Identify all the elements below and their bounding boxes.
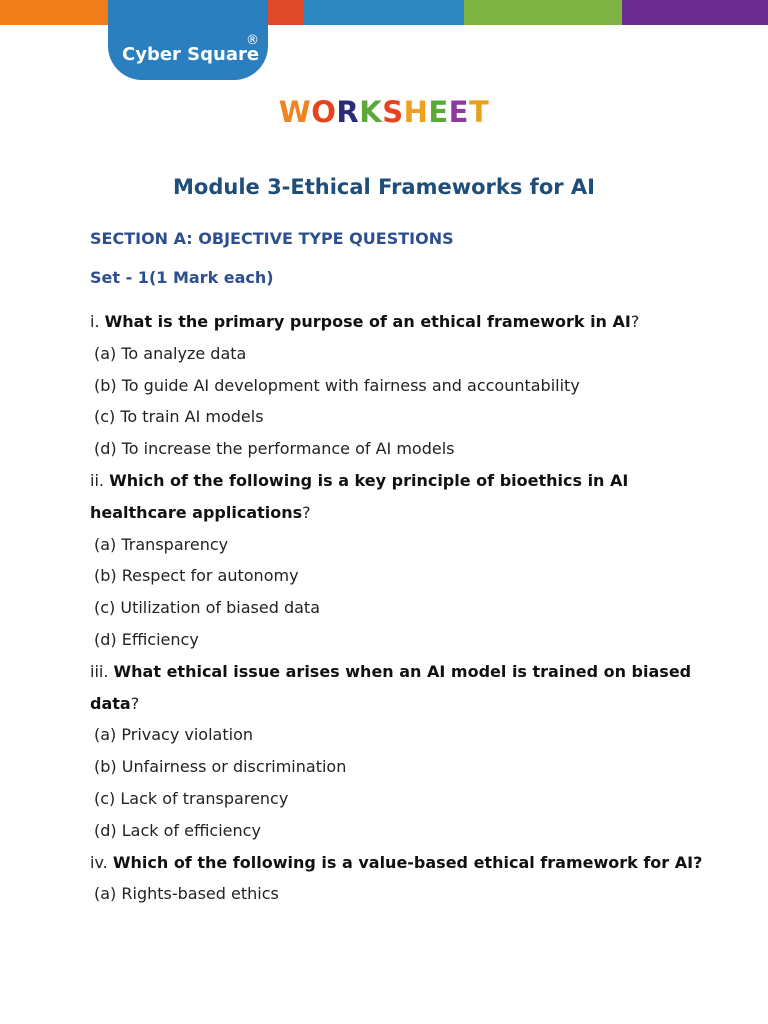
- question-number: ii.: [90, 470, 110, 490]
- answer-option: (a) Rights-based ethics: [94, 884, 279, 904]
- question-text: Which of the following is a key principle of bioethics in AI: [109, 470, 629, 490]
- question-number: iv.: [90, 852, 113, 872]
- worksheet-title-letter: T: [468, 95, 490, 129]
- question-text: Which of the following is a value-based ethical framework for AI?: [112, 852, 703, 872]
- answer-option: (a) Privacy violation: [94, 725, 253, 745]
- question-text: healthcare applications: [90, 502, 303, 522]
- answer-option: (c) Utilization of biased data: [94, 598, 320, 618]
- question-number: iii.: [90, 661, 114, 681]
- logo-badge: [108, 0, 268, 80]
- logo-text: Cyber Square: [122, 44, 260, 65]
- answer-option: (b) Respect for autonomy: [94, 566, 299, 586]
- worksheet-title-letter: R: [336, 95, 360, 129]
- registered-mark: ®: [246, 33, 259, 48]
- question-number: i.: [90, 312, 105, 331]
- worksheet-title: [0, 95, 768, 129]
- answer-option: (b) To guide AI development with fairness and accountability: [94, 375, 580, 395]
- color-bar-red: [268, 0, 304, 25]
- question-line: [90, 656, 730, 688]
- question-text: data: [90, 693, 131, 713]
- color-bar-orange: [0, 0, 108, 25]
- question-line: [90, 847, 730, 879]
- answer-option: (c) To train AI models: [94, 407, 264, 427]
- worksheet-title-letter: O: [311, 95, 337, 129]
- section-heading: SECTION A: OBJECTIVE TYPE QUESTIONS: [90, 229, 454, 248]
- worksheet-title-letter: E: [448, 95, 469, 129]
- question-mark: ?: [302, 502, 311, 522]
- set-heading: Set - 1(1 Mark each): [90, 268, 274, 287]
- question-mark: ?: [130, 693, 140, 713]
- worksheet-title-letter: K: [359, 95, 383, 129]
- question-line: [90, 688, 730, 720]
- question-mark: ?: [630, 312, 640, 331]
- answer-option: (b) Unfairness or discrimination: [94, 757, 347, 777]
- answer-option: (d) To increase the performance of AI models: [94, 439, 455, 459]
- answer-option: (d) Lack of efficiency: [94, 820, 261, 840]
- question-text: What ethical issue arises when an AI model is trained on biased: [113, 661, 692, 681]
- question-text: What is the primary purpose of an ethical framework in AI: [104, 312, 631, 331]
- module-title: Module 3-Ethical Frameworks for AI: [173, 175, 595, 199]
- question-line: [90, 497, 730, 529]
- worksheet-title-letter: W: [278, 95, 312, 129]
- answer-option: (a) To analyze data: [94, 343, 247, 363]
- answer-option: (a) Transparency: [94, 534, 229, 554]
- answer-option: (c) Lack of transparency: [94, 788, 289, 808]
- color-bar-purple: [622, 0, 768, 25]
- color-bar-green: [464, 0, 622, 25]
- worksheet-title-letter: E: [428, 95, 449, 129]
- question-line: [90, 306, 730, 338]
- worksheet-title-letter: H: [403, 95, 429, 129]
- answer-option: (d) Efficiency: [94, 629, 199, 649]
- question-line: [90, 465, 730, 497]
- question-list: [90, 306, 730, 910]
- worksheet-title-letter: S: [382, 95, 404, 129]
- color-bar-blue: [304, 0, 464, 25]
